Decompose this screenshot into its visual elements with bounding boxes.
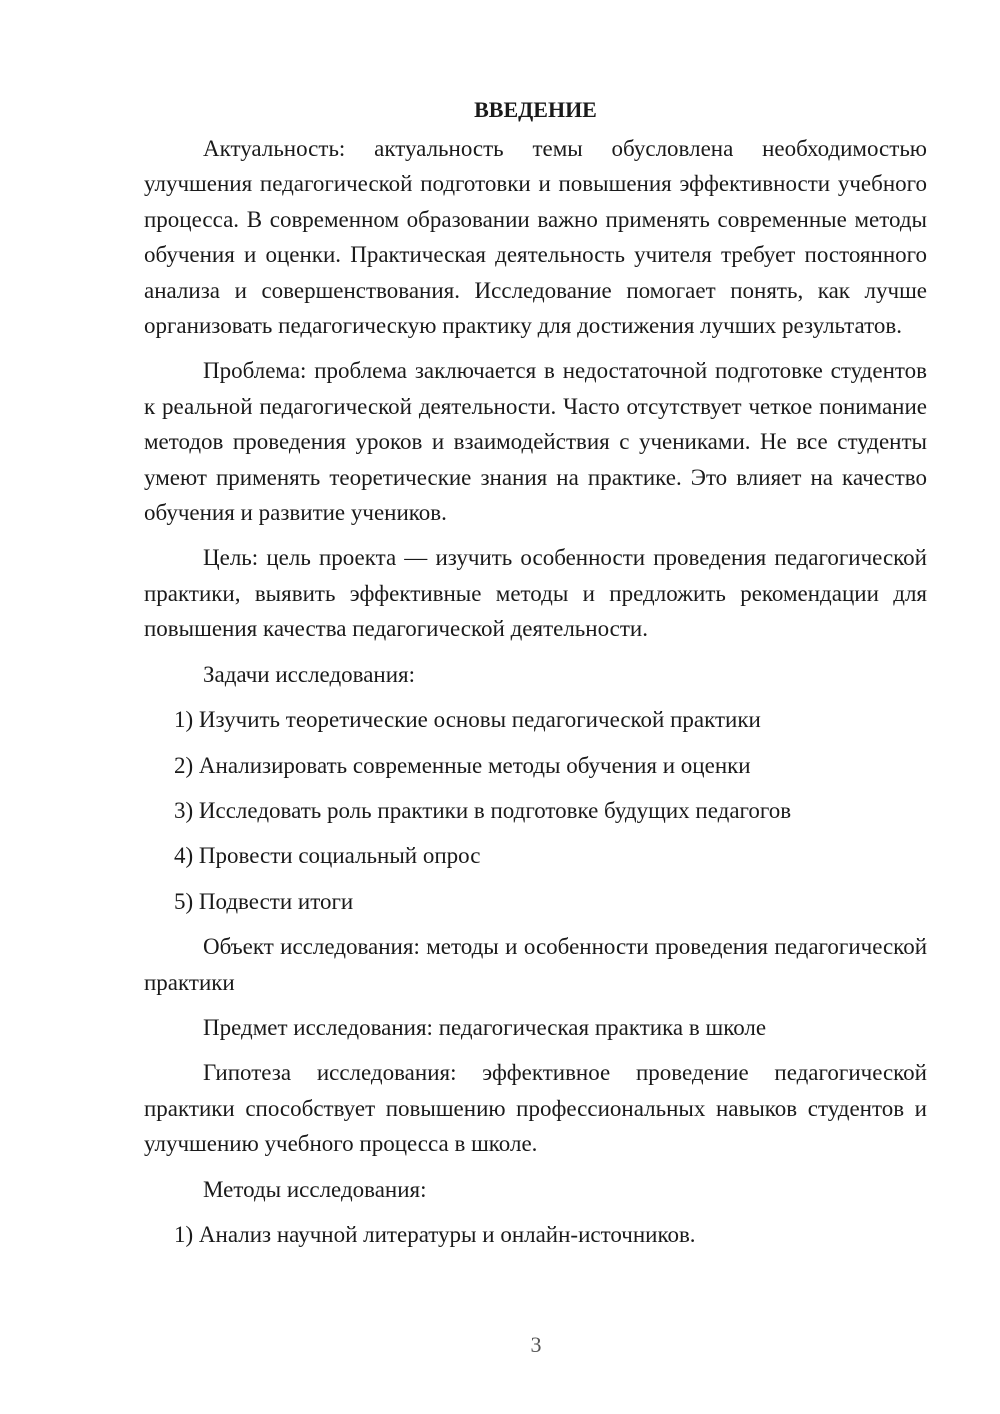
task-item: 4) Провести социальный опрос bbox=[174, 843, 481, 869]
problem-paragraph: Проблема: проблема заключается в недостаточной подготовке студентов к реальной педагогической деятельности. Часто отсутствует четкое понимание методов проведения уроков и взаимодействия с учениками. Не все студенты умеют применять теоретические знания на практике. Это влияет на качество обучения и развитие учеников. bbox=[144, 358, 927, 526]
relevance-paragraph: Актуальность: актуальность темы обусловлена необходимостью улучшения педагогической подготовки и повышения эффективности учебного процесса. В современном образовании важно применять современные методы обучения и оценки. Практическая деятельность учителя требует постоянного анализа и совершенствования. Исследование помогает понять, как лучше организовать педагогическую практику для достижения лучших результатов. bbox=[144, 136, 927, 339]
task-item: 5) Подвести итоги bbox=[174, 888, 354, 914]
goal-paragraph: Цель: цель проекта — изучить особенности проведения педагогической практики, выявить эффективные методы и предложить рекомендации для повышения качества педагогической деятельности. bbox=[144, 545, 927, 642]
methods-heading: Методы исследования: bbox=[203, 1176, 427, 1202]
subject-paragraph: Предмет исследования: педагогическая практика в школе bbox=[203, 1014, 767, 1040]
page-title: ВВЕДЕНИЕ bbox=[474, 97, 597, 122]
page-number: 3 bbox=[530, 1332, 542, 1357]
hypothesis-paragraph: Гипотеза исследования: эффективное проведение педагогической практики способствует повышению профессиональных навыков студентов и улучшению учебного процесса в школе. bbox=[144, 1060, 927, 1157]
method-item: 1) Анализ научной литературы и онлайн-источников. bbox=[174, 1221, 696, 1247]
task-item: 2) Анализировать современные методы обучения и оценки bbox=[174, 752, 751, 778]
task-item: 3) Исследовать роль практики в подготовке будущих педагогов bbox=[174, 797, 792, 823]
object-paragraph: Объект исследования: методы и особенности проведения педагогической практики bbox=[144, 934, 927, 995]
tasks-heading: Задачи исследования: bbox=[203, 661, 416, 687]
page-content bbox=[144, 92, 927, 1262]
task-item: 1) Изучить теоретические основы педагогической практики bbox=[174, 707, 761, 733]
